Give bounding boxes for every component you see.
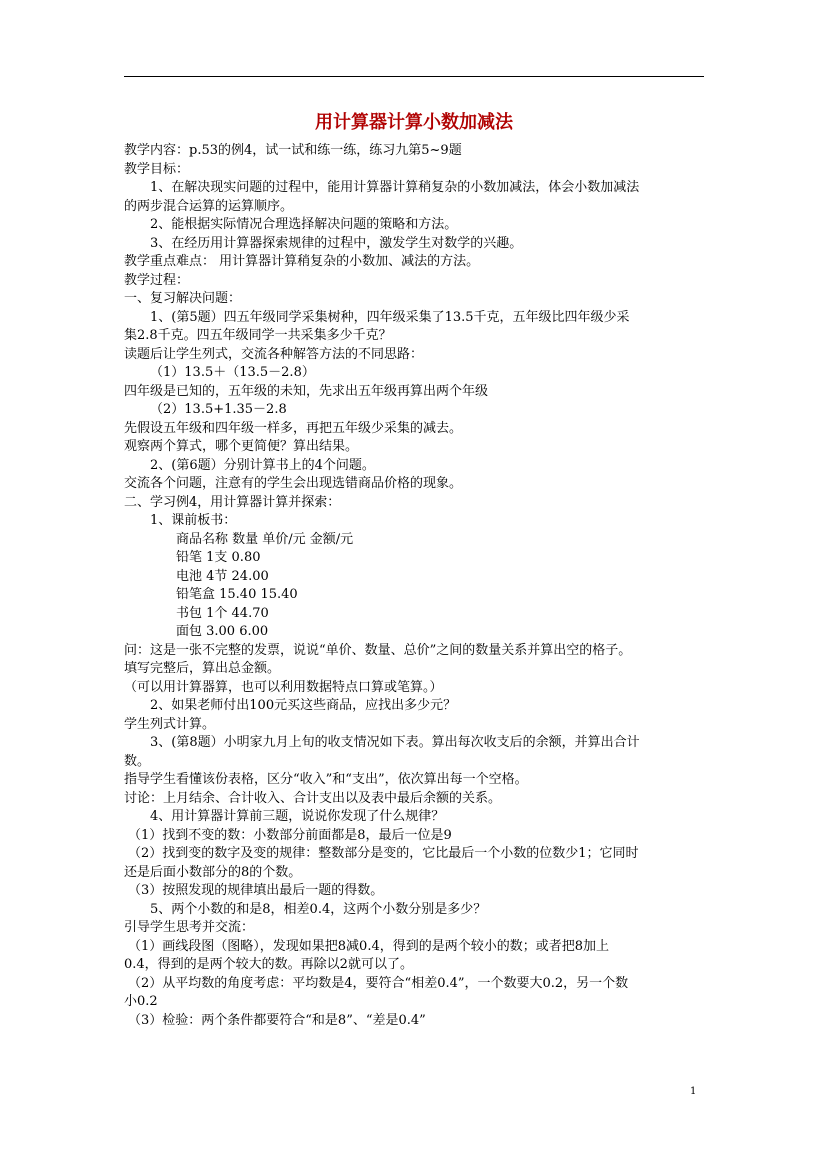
text-line: 讨论：上月结余、合计收入、合计支出以及表中最后余额的关系。 — [124, 790, 502, 806]
invoice-row: 书包 1个 44.70 — [176, 605, 269, 621]
text-line: 填写完整后，算出总金额。 — [124, 661, 281, 676]
page-number: 1 — [690, 1086, 697, 1097]
text-line: 四年级是已知的，五年级的未知，先求出五年级再算出两个年级 — [124, 383, 489, 399]
header-rule — [124, 76, 704, 77]
section-heading: 二、学习例4，用计算器计算并探索： — [124, 494, 341, 510]
text-line: 数。 — [124, 753, 151, 769]
text-line: 教学内容：p.53的例4，试一试和练一练，练习九第5~9题 — [124, 143, 462, 158]
text-line: 2、(第6题）分别计算书上的4个问题。 — [150, 457, 375, 473]
text-line: 教学过程： — [124, 272, 190, 288]
text-line: 教学目标： — [124, 161, 190, 177]
text-line: 0.4，得到的是两个较大的数。再除以2就可以了。 — [124, 957, 413, 972]
text-line: 引导学生思考并交流： — [124, 920, 255, 935]
text-line: （3）检验：两个条件都要符合“和是8”、“差是0.4” — [128, 1012, 426, 1028]
text-line: 交流各个问题，注意有的学生会出现选错商品价格的现象。 — [124, 476, 463, 491]
text-line: 观察两个算式，哪个更简便？算出结果。 — [124, 439, 359, 454]
text-line: 2、能根据实际情况合理选择解决问题的策略和方法。 — [150, 217, 458, 232]
text-line: 5、两个小数的和是8，相差0.4，这两个小数分别是多少？ — [150, 901, 487, 917]
text-line: 读题后让学生列式，交流各种解答方法的不同思路： — [124, 346, 424, 362]
text-line: 先假设五年级和四年级一样多，再把五年级少采集的减去。 — [124, 420, 463, 436]
text-line: 指导学生看懂该份表格，区分“收入”和“支出”，依次算出每一个空格。 — [124, 772, 528, 787]
formula-line: （2）13.5+1.35－2.8 — [150, 402, 287, 417]
text-line: 3、(第8题）小明家九月上旬的收支情况如下表。算出每次收支后的余额，并算出合计 — [150, 735, 640, 750]
section-heading: 一、复习解决问题： — [124, 291, 242, 306]
text-line: 学生列式计算。 — [124, 716, 216, 732]
invoice-row: 铅笔 1支 0.80 — [176, 550, 261, 565]
invoice-header: 商品名称 数量 单价/元 金额/元 — [176, 531, 354, 547]
text-line: （3）按照发现的规律填出最后一题的得数。 — [128, 883, 384, 898]
text-line: 1、(第5题）四五年级同学采集树种，四年级采集了13.5千克，五年级比四年级少采 — [150, 309, 630, 325]
invoice-row: 面包 3.00 6.00 — [176, 624, 269, 639]
text-line: 教学重点难点： 用计算器计算稍复杂的小数加、减法的方法。 — [124, 254, 480, 269]
text-line: 1、课前板书： — [150, 513, 237, 528]
invoice-row: 铅笔盒 15.40 15.40 — [176, 587, 298, 602]
text-line: 小0.2 — [124, 994, 158, 1009]
invoice-row: 电池 4节 24.00 — [176, 568, 269, 584]
text-line: 1、在解决现实问题的过程中，能用计算器计算稍复杂的小数加减法，体会小数加减法 — [150, 180, 640, 195]
text-line: （2）找到变的数字及变的规律：整数部分是变的，它比最后一个小数的位数少1；它同时 — [128, 846, 639, 861]
text-line: （可以用计算器算，也可以利用数据特点口算或笔算。） — [124, 679, 443, 695]
formula-line: （1）13.5＋（13.5－2.8） — [150, 365, 315, 380]
text-line: 的两步混合运算的运算顺序。 — [124, 198, 294, 214]
text-line: 集2.8千克。四五年级同学一共采集多少千克？ — [124, 328, 392, 343]
text-line: （1）画线段图（图略），发现如果把8减0.4，得到的是两个较小的数；或者把8加上 — [128, 938, 609, 954]
text-line: 3、在经历用计算器探索规律的过程中，激发学生对数学的兴趣。 — [150, 235, 523, 251]
text-line: （1）找到不变的数：小数部分前面都是8，最后一位是9 — [128, 827, 452, 843]
text-line: 还是后面小数部分的8的个数。 — [124, 864, 302, 880]
text-line: 2、如果老师付出100元买这些商品，应找出多少元？ — [150, 698, 457, 713]
document-body — [124, 142, 704, 1030]
text-line: （2）从平均数的角度考虑：平均数是4，要符合“相差0.4”，一个数要大0.2，另一个数 — [128, 975, 629, 991]
document-title: 用计算器计算小数加减法 — [315, 112, 513, 133]
text-line: 4、用计算器计算前三题，说说你发现了什么规律？ — [150, 809, 445, 824]
text-line: 问：这是一张不完整的发票，说说“单价、数量、总价”之间的数量关系并算出空的格子。 — [124, 642, 632, 658]
